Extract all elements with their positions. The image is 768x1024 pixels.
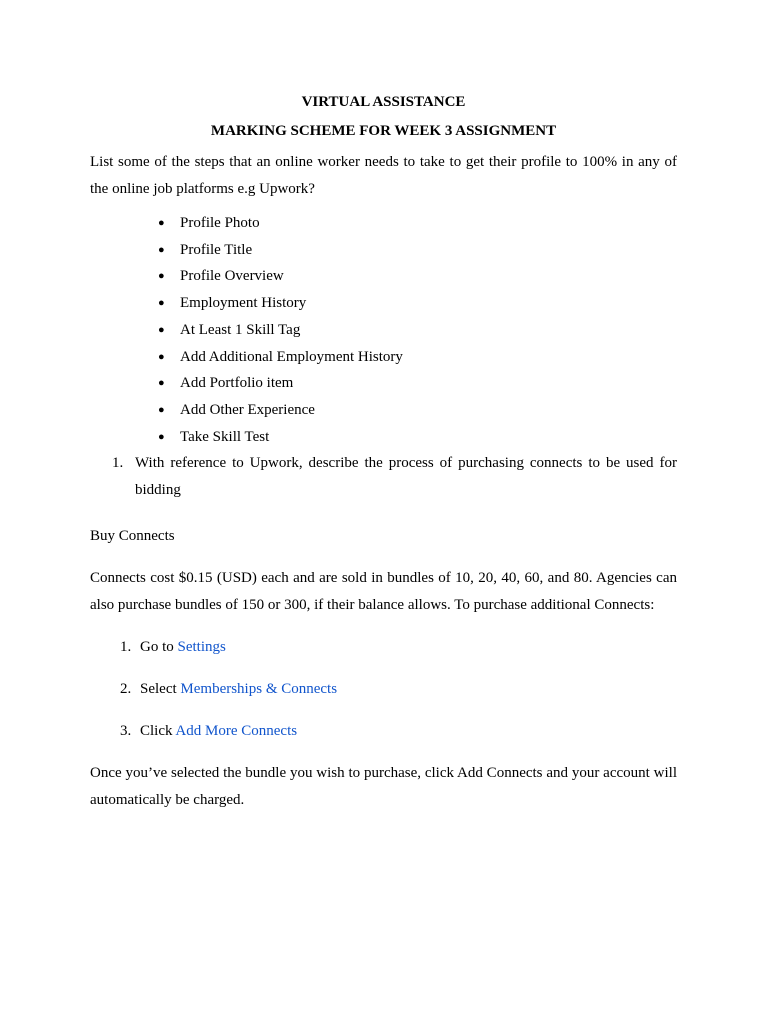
list-item-label: Profile Title [180,241,253,258]
bullet-icon: ● [158,430,165,443]
profile-steps-list [90,210,677,450]
list-item-label: Add Additional Employment History [180,348,403,365]
add-more-connects-link[interactable]: Add More Connects [175,723,298,740]
step-number: 3. [120,723,132,740]
list-item [90,676,677,703]
list-item [90,263,677,290]
question-text: With reference to Upwork, describe the process of purchasing connects to be used for bidding [135,455,677,499]
bullet-icon: ● [158,350,165,363]
question-number: 1. [112,455,124,472]
list-item [90,210,677,237]
step-prefix: Click [140,723,176,740]
answer-paragraph: Connects cost $0.15 (USD) each and are sold in bundles of 10, 20, 40, 60, and 80. Agencies can also purchase bundles of 150 or 300, if their balance allows. To purchase additional Connects: [90,570,677,614]
step-prefix: Go to [140,639,178,656]
list-item-label: Take Skill Test [180,428,270,445]
list-item-label: Profile Photo [180,215,260,231]
closing-paragraph: Once you’ve selected the bundle you wish to purchase, click Add Connects and your account will automatically be charged. [90,765,677,809]
list-item [90,424,677,451]
bullet-icon: ● [158,243,165,256]
list-item [90,370,677,397]
list-item [90,290,677,317]
answer-heading: Buy Connects [90,528,175,545]
bullet-icon: ● [158,377,165,390]
bullet-icon: ● [158,297,165,310]
list-item-label: Add Other Experience [180,401,315,418]
step-number: 1. [120,639,132,656]
list-item [90,397,677,424]
list-item [90,317,677,344]
list-item-label: Profile Overview [180,268,284,285]
list-item [90,344,677,371]
memberships-connects-link[interactable]: Memberships & Connects [180,681,338,698]
list-item-label: Add Portfolio item [180,375,294,392]
bullet-icon: ● [158,403,165,416]
list-item-label: Employment History [180,295,307,312]
list-item [90,237,677,264]
document-subtitle: MARKING SCHEME FOR WEEK 3 ASSIGNMENT [210,123,557,139]
bullet-icon: ● [158,323,165,336]
document-body [90,91,677,814]
step-prefix: Select [140,681,181,698]
settings-link[interactable]: Settings [177,639,226,656]
bullet-icon: ● [158,217,165,229]
list-item [90,718,677,745]
document-title: VIRTUAL ASSISTANCE [301,94,466,110]
list-item-label: At Least 1 Skill Tag [180,321,301,338]
bullet-icon: ● [158,270,165,283]
purchase-steps-list [90,634,677,745]
question-intro: List some of the steps that an online worker needs to take to get their profile to 100% in any of the online job platforms e.g Upwork? [90,154,677,197]
list-item [90,634,677,661]
question-1 [90,450,677,504]
step-number: 2. [120,681,132,698]
